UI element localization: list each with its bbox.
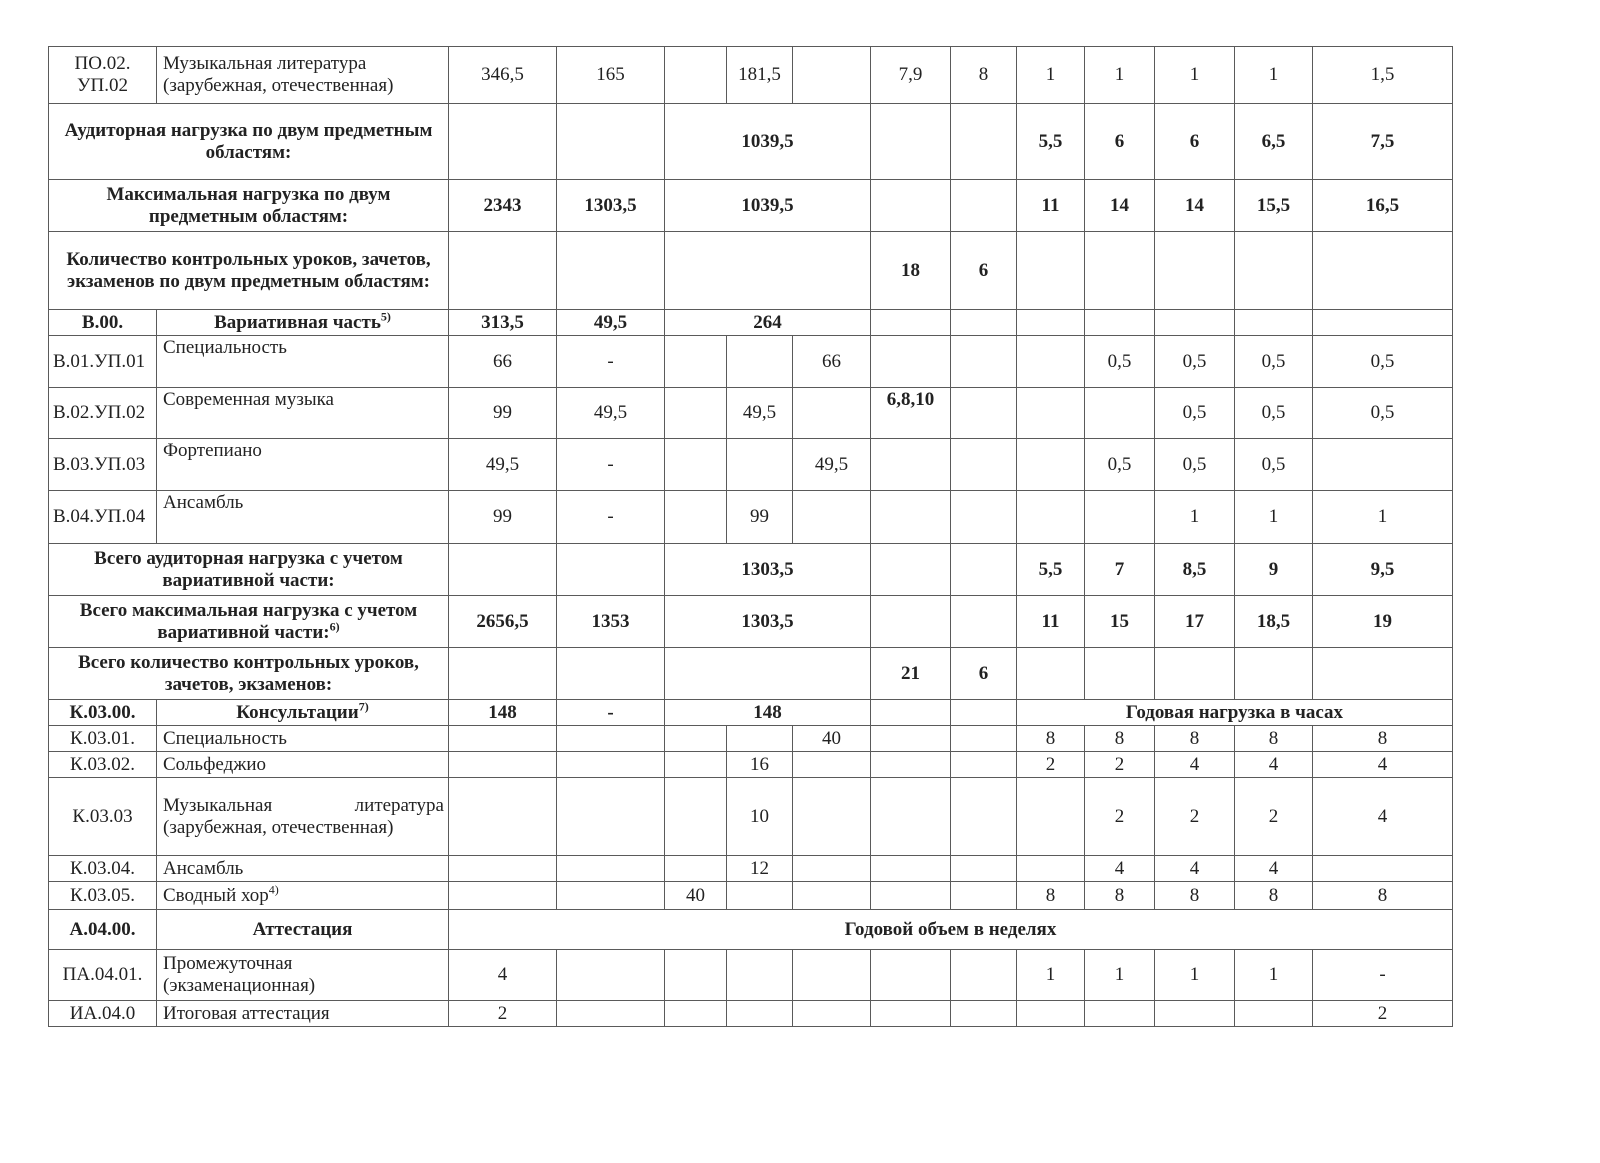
table-row (49, 778, 1453, 856)
max-load-cell (449, 752, 557, 778)
hours-cell: 5,5 (1017, 544, 1085, 596)
max-load-cell (449, 726, 557, 752)
exams-cell (951, 388, 1017, 439)
footnote-mark: 5) (380, 309, 391, 324)
hours-cell (1235, 648, 1313, 700)
control-lessons-cell (871, 752, 951, 778)
max-load-cell (449, 544, 557, 596)
hours-cell (1235, 232, 1313, 310)
max-load-cell: 148 (449, 700, 557, 726)
hours-cell: 11 (1017, 180, 1085, 232)
row-code: А.04.00. (49, 910, 157, 950)
self-work-cell (557, 950, 665, 1001)
hours-cell: 2 (1017, 752, 1085, 778)
footnote-mark: 6) (329, 619, 340, 634)
hours-cell: 8 (1085, 726, 1155, 752)
small-group-cell: 49,5 (727, 388, 793, 439)
table-row (49, 882, 1453, 910)
self-work-cell: 1353 (557, 596, 665, 648)
max-load-cell: 313,5 (449, 310, 557, 336)
hours-cell (1017, 648, 1085, 700)
control-lessons-cell (871, 336, 951, 388)
hours-cell (1155, 232, 1235, 310)
table-row (49, 596, 1453, 648)
small-group-cell: 10 (727, 778, 793, 856)
table-row (49, 104, 1453, 180)
exams-cell (951, 104, 1017, 180)
hours-cell: 4 (1085, 856, 1155, 882)
group-cell (665, 778, 727, 856)
hours-cell: 8 (1155, 882, 1235, 910)
small-group-cell: 12 (727, 856, 793, 882)
hours-cell: 8 (1017, 882, 1085, 910)
auditory-cell (665, 232, 871, 310)
table-row (49, 491, 1453, 544)
auditory-cell: 1303,5 (665, 596, 871, 648)
hours-cell: 19 (1313, 596, 1453, 648)
individual-cell (793, 47, 871, 104)
summary-label: Аудиторная нагрузка по двум предметным областям: (49, 104, 449, 180)
individual-cell (793, 856, 871, 882)
hours-cell: 8 (1313, 882, 1453, 910)
self-work-cell: 49,5 (557, 310, 665, 336)
footnote-mark: 7) (358, 699, 369, 714)
individual-cell (793, 752, 871, 778)
self-work-cell (557, 544, 665, 596)
hours-cell: 1 (1155, 47, 1235, 104)
row-name-text: Сводный хор (163, 884, 269, 906)
table-row (49, 910, 1453, 950)
row-code: В.00. (49, 310, 157, 336)
hours-cell (1017, 232, 1085, 310)
hours-cell: 1 (1235, 47, 1313, 104)
control-lessons-cell (871, 310, 951, 336)
table-row (49, 388, 1453, 439)
row-name (157, 310, 449, 336)
exams-cell: 6 (951, 232, 1017, 310)
hours-cell: 8,5 (1155, 544, 1235, 596)
auditory-cell (665, 648, 871, 700)
annual-hours-header: Годовая нагрузка в часах (1017, 700, 1453, 726)
row-name: Аттестация (157, 910, 449, 950)
hours-cell: 0,5 (1313, 336, 1453, 388)
control-lessons-cell (871, 1001, 951, 1027)
hours-cell: 4 (1155, 856, 1235, 882)
row-code: В.03.УП.03 (49, 439, 157, 491)
small-group-cell (727, 950, 793, 1001)
control-lessons-cell (871, 778, 951, 856)
control-lessons-cell (871, 104, 951, 180)
summary-label (49, 596, 449, 648)
auditory-cell: 1039,5 (665, 104, 871, 180)
row-name: Специальность (157, 726, 449, 752)
hours-cell: 16,5 (1313, 180, 1453, 232)
control-lessons-cell: 18 (871, 232, 951, 310)
group-cell (665, 950, 727, 1001)
individual-cell (793, 778, 871, 856)
small-group-cell (727, 1001, 793, 1027)
exams-cell (951, 491, 1017, 544)
hours-cell: 0,5 (1235, 388, 1313, 439)
control-lessons-cell (871, 439, 951, 491)
control-lessons-cell (871, 544, 951, 596)
max-load-cell (449, 882, 557, 910)
hours-cell: 2 (1155, 778, 1235, 856)
hours-cell: 1 (1235, 491, 1313, 544)
hours-cell: 0,5 (1085, 336, 1155, 388)
hours-cell: 7,5 (1313, 104, 1453, 180)
self-work-cell (557, 778, 665, 856)
row-name-text: Консультации (236, 701, 359, 723)
small-group-cell (727, 336, 793, 388)
annual-weeks-header: Годовой объем в неделях (449, 910, 1453, 950)
exams-cell (951, 882, 1017, 910)
row-name (157, 700, 449, 726)
max-load-cell: 66 (449, 336, 557, 388)
hours-cell: 1 (1155, 491, 1235, 544)
hours-cell (1085, 232, 1155, 310)
hours-cell (1313, 856, 1453, 882)
summary-label: Количество контрольных уроков, зачетов, экзаменов по двум предметным областям: (49, 232, 449, 310)
hours-cell: 6 (1085, 104, 1155, 180)
control-lessons-cell (871, 491, 951, 544)
row-name: Специальность (157, 336, 449, 388)
hours-cell (1017, 778, 1085, 856)
table-row (49, 336, 1453, 388)
self-work-cell: - (557, 439, 665, 491)
max-load-cell (449, 232, 557, 310)
table-row (49, 648, 1453, 700)
summary-label-text: Всего максимальная нагрузка с учетом вариативной части: (79, 599, 418, 643)
control-lessons-cell (871, 726, 951, 752)
group-cell (665, 856, 727, 882)
control-lessons-cell (871, 700, 951, 726)
row-code: К.03.05. (49, 882, 157, 910)
hours-cell (1017, 856, 1085, 882)
hours-cell (1085, 491, 1155, 544)
summary-label: Всего количество контрольных уроков, зачетов, экзаменов: (49, 648, 449, 700)
hours-cell: 0,5 (1085, 439, 1155, 491)
row-name: Ансамбль (157, 856, 449, 882)
self-work-cell: 49,5 (557, 388, 665, 439)
hours-cell: 1 (1085, 950, 1155, 1001)
small-group-cell (727, 726, 793, 752)
hours-cell: 1 (1155, 950, 1235, 1001)
hours-cell: 14 (1155, 180, 1235, 232)
hours-cell: 5,5 (1017, 104, 1085, 180)
table-row (49, 752, 1453, 778)
individual-cell: 40 (793, 726, 871, 752)
hours-cell: 2 (1235, 778, 1313, 856)
row-name: Фортепиано (157, 439, 449, 491)
hours-cell: 4 (1313, 778, 1453, 856)
row-code: К.03.03 (49, 778, 157, 856)
hours-cell: 1 (1313, 491, 1453, 544)
group-cell: 40 (665, 882, 727, 910)
max-load-cell: 99 (449, 491, 557, 544)
individual-cell: 66 (793, 336, 871, 388)
group-cell (665, 491, 727, 544)
individual-cell (793, 1001, 871, 1027)
hours-cell: 2 (1085, 778, 1155, 856)
group-cell (665, 752, 727, 778)
auditory-cell: 1039,5 (665, 180, 871, 232)
hours-cell: 0,5 (1155, 388, 1235, 439)
max-load-cell: 4 (449, 950, 557, 1001)
exams-cell (951, 752, 1017, 778)
table-row (49, 544, 1453, 596)
max-load-cell (449, 778, 557, 856)
hours-cell (1085, 648, 1155, 700)
row-code: В.01.УП.01 (49, 336, 157, 388)
max-load-cell (449, 104, 557, 180)
individual-cell (793, 388, 871, 439)
row-code: К.03.01. (49, 726, 157, 752)
hours-cell: 7 (1085, 544, 1155, 596)
exams-cell (951, 700, 1017, 726)
auditory-cell: 264 (665, 310, 871, 336)
hours-cell (1017, 336, 1085, 388)
row-code: ИА.04.0 (49, 1001, 157, 1027)
control-lessons-cell: 6,8,10 (871, 388, 951, 439)
hours-cell: 9,5 (1313, 544, 1453, 596)
group-cell (665, 336, 727, 388)
hours-cell: 9 (1235, 544, 1313, 596)
max-load-cell (449, 856, 557, 882)
exams-cell (951, 950, 1017, 1001)
self-work-cell (557, 648, 665, 700)
self-work-cell (557, 104, 665, 180)
auditory-cell: 148 (665, 700, 871, 726)
max-load-cell: 2343 (449, 180, 557, 232)
hours-cell: 1 (1235, 950, 1313, 1001)
row-name: Сольфеджио (157, 752, 449, 778)
table-row (49, 700, 1453, 726)
hours-cell: 0,5 (1155, 336, 1235, 388)
small-group-cell (727, 439, 793, 491)
table-row (49, 180, 1453, 232)
exams-cell (951, 336, 1017, 388)
hours-cell: 8 (1313, 726, 1453, 752)
hours-cell: 4 (1313, 752, 1453, 778)
hours-cell (1085, 310, 1155, 336)
hours-cell: 0,5 (1235, 439, 1313, 491)
group-cell (665, 1001, 727, 1027)
self-work-cell (557, 232, 665, 310)
self-work-cell: 165 (557, 47, 665, 104)
exams-cell: 8 (951, 47, 1017, 104)
hours-cell: 15,5 (1235, 180, 1313, 232)
hours-cell (1085, 1001, 1155, 1027)
table-row (49, 1001, 1453, 1027)
table-row (49, 310, 1453, 336)
row-name: Музыкальная литература (зарубежная, отечественная) (157, 47, 449, 104)
hours-cell: 8 (1155, 726, 1235, 752)
self-work-cell: - (557, 491, 665, 544)
small-group-cell (727, 882, 793, 910)
hours-cell: 2 (1313, 1001, 1453, 1027)
hours-cell (1017, 491, 1085, 544)
hours-cell: 4 (1235, 856, 1313, 882)
row-name: Музыкальная литература (зарубежная, отечественная) (157, 778, 449, 856)
hours-cell: 1 (1017, 950, 1085, 1001)
table-row (49, 232, 1453, 310)
row-name (157, 882, 449, 910)
row-code: К.03.00. (49, 700, 157, 726)
max-load-cell: 2 (449, 1001, 557, 1027)
hours-cell: 18,5 (1235, 596, 1313, 648)
exams-cell (951, 544, 1017, 596)
exams-cell (951, 1001, 1017, 1027)
self-work-cell (557, 726, 665, 752)
hours-cell: 0,5 (1313, 388, 1453, 439)
group-cell (665, 47, 727, 104)
row-code: ПО.02. УП.02 (49, 47, 157, 104)
hours-cell: 11 (1017, 596, 1085, 648)
hours-cell (1155, 648, 1235, 700)
small-group-cell: 181,5 (727, 47, 793, 104)
exams-cell (951, 439, 1017, 491)
hours-cell: 8 (1235, 726, 1313, 752)
exams-cell (951, 778, 1017, 856)
group-cell (665, 439, 727, 491)
hours-cell: 1 (1085, 47, 1155, 104)
self-work-cell: 1303,5 (557, 180, 665, 232)
hours-cell: 4 (1155, 752, 1235, 778)
hours-cell: 8 (1235, 882, 1313, 910)
exams-cell (951, 180, 1017, 232)
hours-cell: 8 (1085, 882, 1155, 910)
hours-cell (1313, 439, 1453, 491)
hours-cell: 1 (1017, 47, 1085, 104)
small-group-cell: 99 (727, 491, 793, 544)
row-name: Промежуточная (экзаменационная) (157, 950, 449, 1001)
hours-cell (1085, 388, 1155, 439)
control-lessons-cell (871, 856, 951, 882)
self-work-cell (557, 882, 665, 910)
control-lessons-cell (871, 950, 951, 1001)
individual-cell: 49,5 (793, 439, 871, 491)
hours-cell (1313, 648, 1453, 700)
hours-cell (1235, 310, 1313, 336)
hours-cell (1155, 310, 1235, 336)
self-work-cell (557, 752, 665, 778)
row-name: Современная музыка (157, 388, 449, 439)
hours-cell: 4 (1235, 752, 1313, 778)
hours-cell: 15 (1085, 596, 1155, 648)
table-row (49, 439, 1453, 491)
hours-cell: 6 (1155, 104, 1235, 180)
summary-label: Максимальная нагрузка по двум предметным областям: (49, 180, 449, 232)
curriculum-table (48, 46, 1453, 1027)
control-lessons-cell: 7,9 (871, 47, 951, 104)
row-code: К.03.04. (49, 856, 157, 882)
control-lessons-cell (871, 596, 951, 648)
exams-cell (951, 310, 1017, 336)
individual-cell (793, 882, 871, 910)
hours-cell (1017, 439, 1085, 491)
group-cell (665, 726, 727, 752)
hours-cell (1017, 1001, 1085, 1027)
max-load-cell (449, 648, 557, 700)
row-code: В.02.УП.02 (49, 388, 157, 439)
row-name: Итоговая аттестация (157, 1001, 449, 1027)
self-work-cell: - (557, 336, 665, 388)
max-load-cell: 99 (449, 388, 557, 439)
row-code: К.03.02. (49, 752, 157, 778)
hours-cell (1235, 1001, 1313, 1027)
hours-cell (1017, 388, 1085, 439)
hours-cell (1313, 310, 1453, 336)
hours-cell: 2 (1085, 752, 1155, 778)
hours-cell (1313, 232, 1453, 310)
hours-cell: 0,5 (1235, 336, 1313, 388)
self-work-cell: - (557, 700, 665, 726)
auditory-cell: 1303,5 (665, 544, 871, 596)
hours-cell: 17 (1155, 596, 1235, 648)
row-name-text: Вариативная часть (214, 311, 381, 333)
self-work-cell (557, 856, 665, 882)
hours-cell: - (1313, 950, 1453, 1001)
individual-cell (793, 491, 871, 544)
row-code: В.04.УП.04 (49, 491, 157, 544)
exams-cell (951, 726, 1017, 752)
row-code: ПА.04.01. (49, 950, 157, 1001)
exams-cell (951, 596, 1017, 648)
exams-cell: 6 (951, 648, 1017, 700)
max-load-cell: 49,5 (449, 439, 557, 491)
max-load-cell: 346,5 (449, 47, 557, 104)
exams-cell (951, 856, 1017, 882)
hours-cell: 0,5 (1155, 439, 1235, 491)
table-row (49, 856, 1453, 882)
group-cell (665, 388, 727, 439)
control-lessons-cell (871, 882, 951, 910)
footnote-mark: 4) (268, 882, 279, 897)
self-work-cell (557, 1001, 665, 1027)
control-lessons-cell: 21 (871, 648, 951, 700)
table-row (49, 726, 1453, 752)
small-group-cell: 16 (727, 752, 793, 778)
control-lessons-cell (871, 180, 951, 232)
hours-cell: 1,5 (1313, 47, 1453, 104)
row-name: Ансамбль (157, 491, 449, 544)
hours-cell: 14 (1085, 180, 1155, 232)
max-load-cell: 2656,5 (449, 596, 557, 648)
hours-cell (1155, 1001, 1235, 1027)
table-row (49, 47, 1453, 104)
individual-cell (793, 950, 871, 1001)
hours-cell: 6,5 (1235, 104, 1313, 180)
hours-cell: 8 (1017, 726, 1085, 752)
table-row (49, 950, 1453, 1001)
hours-cell (1017, 310, 1085, 336)
summary-label: Всего аудиторная нагрузка с учетом вариативной части: (49, 544, 449, 596)
